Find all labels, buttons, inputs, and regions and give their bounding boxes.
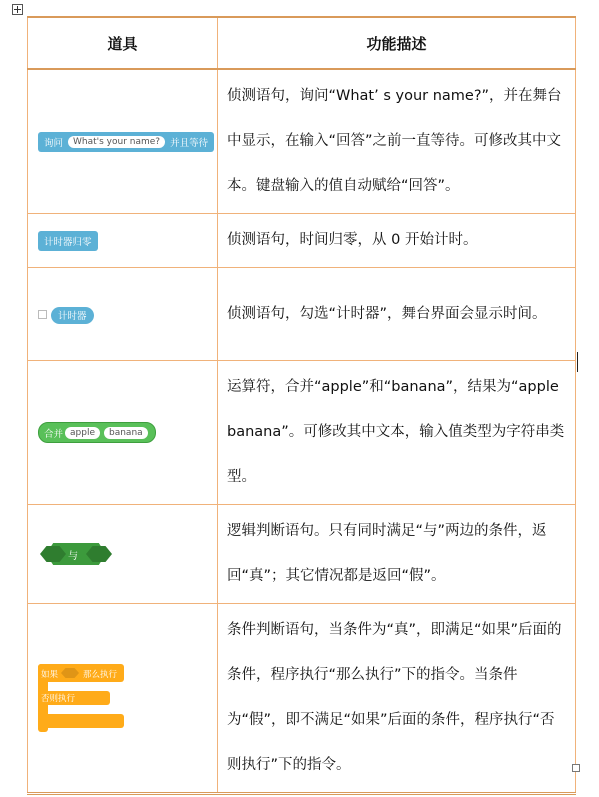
- text-cursor: [577, 352, 578, 372]
- table-row: [28, 214, 576, 268]
- table-row: [28, 69, 576, 214]
- block-label: 计时器: [58, 311, 87, 323]
- tools-table: [27, 16, 576, 795]
- table-header-row: [28, 17, 576, 69]
- tool-cell: [28, 361, 218, 505]
- tool-cell: [28, 604, 218, 794]
- block-label: 那么执行: [83, 670, 118, 680]
- if-else-block: [38, 664, 124, 732]
- description-cell: 条件判断语句，当条件为“真”，即满足“如果”后面的条件，程序执行“那么执行”下的指令。当条件为“假”，即不满足“如果”后面的条件，程序执行“否则执行”下的指令。: [218, 604, 576, 794]
- block-label: 计时器归零: [44, 237, 92, 248]
- join-block: [38, 422, 156, 443]
- reset-timer-block: [38, 231, 98, 251]
- tool-cell: [28, 214, 218, 268]
- table-row: [28, 505, 576, 604]
- table-move-handle-icon[interactable]: [12, 4, 23, 15]
- block-label: 与: [68, 551, 78, 562]
- table-row: [28, 361, 576, 505]
- tool-cell: [28, 268, 218, 361]
- description-cell: 侦测语句，时间归零，从 0 开始计时。: [218, 214, 576, 268]
- block-label: 询问: [44, 138, 64, 149]
- block-label: 如果: [41, 670, 59, 680]
- end-bar: [38, 714, 124, 728]
- block-input: apple: [65, 427, 100, 439]
- timer-reporter-block: [51, 307, 94, 324]
- block-input: What's your name?: [68, 136, 165, 148]
- and-block: [38, 543, 114, 565]
- block-input: banana: [104, 427, 148, 439]
- description-cell: 侦测语句，询问“What’ s your name?”，并在舞台中显示，在输入“回答”之前一直等待。可修改其中文本。键盘输入的值自动赋给“回答”。: [218, 69, 576, 214]
- tool-cell: [28, 69, 218, 214]
- header-tool: 道具: [28, 17, 218, 69]
- ask-and-wait-block: [38, 132, 214, 152]
- table-row: [28, 268, 576, 361]
- description-cell: 侦测语句，勾选“计时器”，舞台界面会显示时间。: [218, 268, 576, 361]
- block-label: 合并: [44, 428, 64, 440]
- header-description: 功能描述: [218, 17, 576, 69]
- table-resize-handle-icon[interactable]: [572, 764, 580, 772]
- block-label: 否则执行: [41, 694, 76, 704]
- tool-cell: [28, 505, 218, 604]
- block-label: 并且等待: [170, 138, 209, 149]
- checkbox-icon: [38, 310, 47, 319]
- description-cell: 运算符，合并“apple”和“banana”，结果为“apple banana”。可修改其中文本，输入值类型为字符串类型。: [218, 361, 576, 505]
- description-cell: 逻辑判断语句。只有同时满足“与”两边的条件，返回“真”；其它情况都是返回“假”。: [218, 505, 576, 604]
- table-row: [28, 604, 576, 794]
